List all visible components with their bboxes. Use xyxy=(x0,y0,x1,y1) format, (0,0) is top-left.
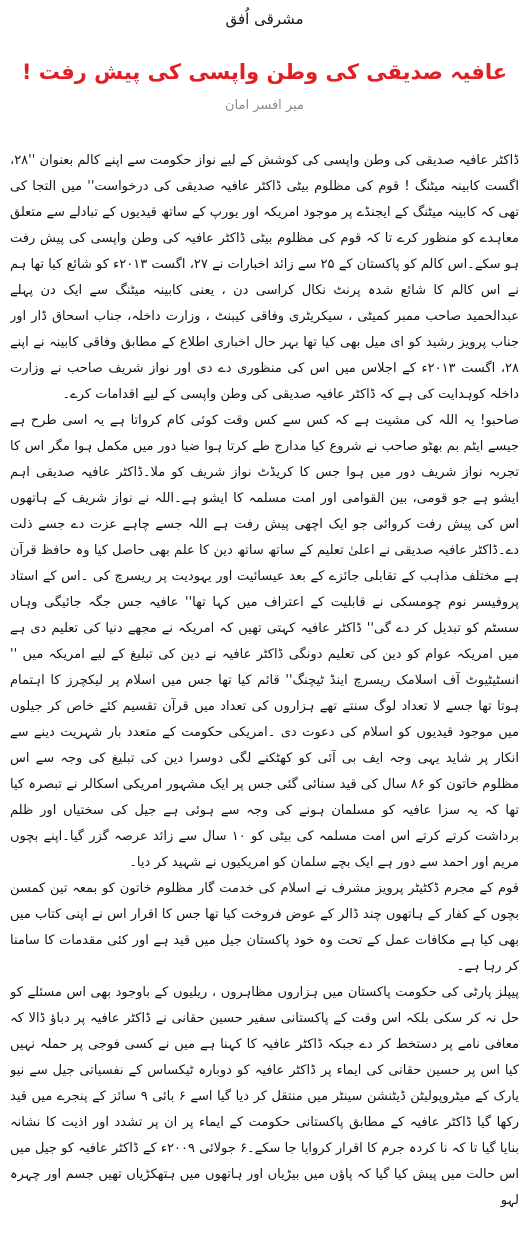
paragraph-4: پیپلز پارٹی کی حکومت پاکستان میں ہزاروں مظاہروں ، ریلیوں کے باوجود بھی اس مسئلے کو حل نہ کر سکی بلکہ اس وقت کے پاکستانی سفیر حسین حقانی نے ڈاکٹر عافیہ پر دباؤ ڈالا کہ معافی نامے پر دستخط کر دے جبکہ ڈاکٹر عافیہ کا کہنا ہے میں نے کسی فوجی پر حملہ نہیں کیا اس پر حسین حقانی کی ایماء پر ڈاکٹر عافیہ کو دوبارہ ٹیکساس کے نفسیاتی جیل سے نیو یارک کے میٹروپولیٹن ڈیٹنشن سینٹر میں منتقل کر دیا گیا اسے ۶ بائی ۹ سائز کے پنجرے میں قید رکھا گیا ڈاکٹر عافیہ کے مطابق پاکستانی حکومت کے ایماء پر ان پر تشدد اور اذیت کا نشانہ بنایا گیا تا کہ نا کردہ جرم کا اقرار کروایا جا سکے۔۶ جولائی ۲۰۰۹ء کے ڈاکٹر عافیہ کو جیل میں اس حالت میں پیش کیا گیا کہ پاؤں میں بیڑیاں اور ہاتھوں میں ہتھکڑیاں تھیں جسم اور چہرہ لہو xyxy=(10,985,519,1208)
paragraph-3: قوم کے مجرم ڈکٹیٹر پرویز مشرف نے اسلام کی خدمت گار مظلوم خاتون کو بمعہ تین کمسن بچوں کے کفار کے ہاتھوں چند ڈالر کے عوض فروخت کیا تھا جس کا اقرار اس نے اپنی کتاب میں بھی کیا ہے مکافات عمل کے تحت وہ خود پاکستان جیل میں قید ہے اور کئی مقدمات کا سامنا کر رہا ہے۔ xyxy=(10,881,519,974)
column-name: مشرقی اُفق xyxy=(225,10,304,28)
article-body xyxy=(10,148,519,1254)
paragraph-2: صاحبو! یہ اللہ کی مشیت ہے کہ کس سے کس وقت کوئی کام کرواتا ہے یہ اسی طرح ہے جیسے ایٹم بم بھٹو صاحب نے شروع کیا مدارج طے کرتا ہوا ضیا دور میں مکمل ہوا مگر اس کا تجربہ نواز شریف دور میں ہوا جس کا کریڈٹ نواز شریف کو ملا۔ڈاکٹر عافیہ صدیقی اہم ایشو ہے جو قومی، بین القوامی اور امت مسلمہ کا ایشو ہے۔اللہ نے نواز شریف کے ہاتھوں اس کی پیش رفت کروائی جو ایک اچھی پیش رفت ہے اللہ جسے چاہے عزت دے جسے ذلت دے۔ڈاکٹر عافیہ صدیقی نے اعلیٰ تعلیم کے ساتھ ساتھ دین کا علم بھی حاصل کیا وہ حافظ قرآن ہے مختلف مذاہب کے تقابلی جائزے کے بعد عیسائیت اور یہودیت پر ریسرچ کی ۔اس کے استاد پروفیسر نوم چومسکی نے قابلیت کے اعتراف میں کہا تھا'' عافیہ جس جگہ جائیگی وہاں سسٹم کو تبدیل کر دے گی'' ڈاکٹر عافیہ کہتی تھیں کہ امریکہ نے مجھے دنیا کی تعلیم دی ہے میں امریکہ عوام کو دین کی تعلیم دونگی ڈاکٹر عافیہ نے دین کی تبلیغ کے لیے امریکہ میں '' انسٹیٹیوٹ آف اسلامک ریسرچ اینڈ ٹیچنگ'' قائم کیا تھا جس میں اسلام پر لیکچرز کا اہتمام ہوتا تھا جسے لا تعداد لوگ سنتے تھے ہزاروں کی تعداد میں قرآن تقسیم کئے خاص کر جیلوں میں موجود قیدیوں کو اسلام کی دعوت دی ۔امریکی حکومت کے متعدد بار شہریت دینے سے انکار پر شاید یہی وجہ ایف بی آئی کو کھٹکنے لگی دوسرا دین کی تبلیغ کی وجہ سے اس مظلوم خاتون کو ۸۶ سال کی قید سنائی گئی جس پر ایک مشہور امریکی اسکالر نے تبصرہ کیا تھا کہ یہ سزا عافیہ کو مسلمان ہونے کی وجہ سے ہوئی ہے جیل کی سختیاں اور ظلم برداشت کرتے کرتے اس امت مسلمہ کی بیٹی کو ۱۰ سال سے زائد عرصہ گزر گیا۔اپنے بچوں مریم اور احمد سے دور ہے ایک بچے سلمان کو امریکیوں نے شہید کر دیا۔ xyxy=(10,413,519,870)
author-name: میر افسر امان xyxy=(224,98,304,113)
article-title: عافیہ صدیقی کی وطن واپسی کی پیش رفت ! xyxy=(21,60,508,84)
paragraph-1: ڈاکٹر عافیہ صدیقی کی وطن واپسی کی کوشش کے لیے نواز حکومت سے اپنے کالم بعنوان ''۲۸، اگست کابینہ میٹنگ ! قوم کی مظلوم بیٹی ڈاکٹر عافیہ صدیقی کی درخواست'' میں التجا کی تھی کہ کابینہ میٹنگ کے ایجنڈے پر موجود امریکہ اور یورپ کے ساتھ قیدیوں کے تبادلے سے متعلق معاہدے کو منظور کرے تا کہ قوم کی مظلوم بیٹی ڈاکٹر عافیہ کی وطن واپسی کی پیش رفت ہو سکے۔اس کالم کو پاکستان کے ۲۵ سے زائد اخبارات نے ۲۷، اگست ۲۰۱۳ء کو شائع کیا تھا ہم نے اس کالم کا شائع شدہ پرنٹ نکال کراسی دن ، یعنی کابینہ میٹنگ سے ایک دن پہلے عبدالحمید صاحب ممبر کمیٹی ، سیکریٹری وفاقی کیبنٹ ، وزارت داخلہ، جناب اسحاق ڈار اور جناب پرویز رشید کو ای میل بھی کیا تھا بہر حال اخباری اطلاع کے مطابق وفاقی کابینہ نے اپنے ۲۸، اگست ۲۰۱۳ء کے اجلاس میں اس کی منظوری دے دی اور نواز شریف صاحب نے وزارت داخلہ کوہدایت کی ہے کہ ڈاکٹر عافیہ صدیقی کی وطن واپسی کے لیے اقدامات کرے۔ xyxy=(10,153,519,402)
